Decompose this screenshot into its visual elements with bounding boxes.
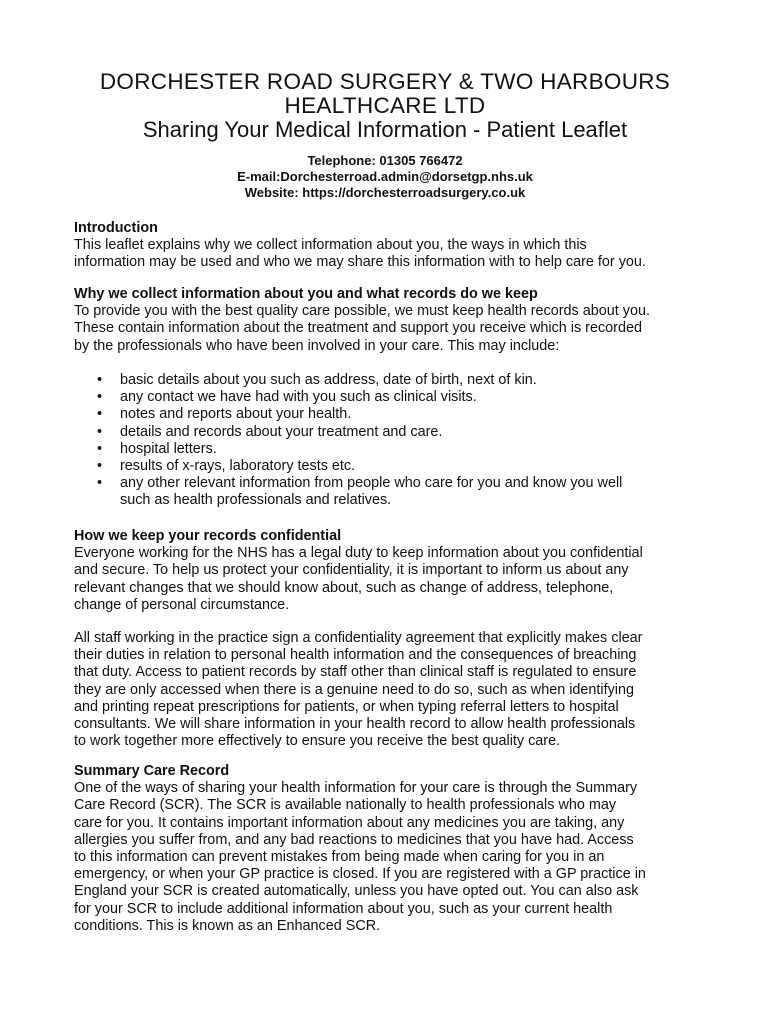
section-heading: Summary Care Record — [74, 763, 230, 779]
paragraph-line: emergency, or when your GP practice is closed. If you are registered with a GP practice in — [74, 866, 646, 883]
paragraph-line: and secure. To help us protect your confidentiality, it is important to inform us about any — [74, 562, 629, 579]
list-item: • hospital letters. — [97, 440, 217, 457]
bullet-icon: • — [97, 440, 103, 457]
paragraph-line: by the professionals who have been involved in your care. This may include: — [74, 337, 560, 354]
list-item: • results of x-rays, laboratory tests etc. — [97, 458, 356, 475]
confidentiality-agreement-paragraph — [74, 630, 714, 750]
bullet-icon: • — [97, 475, 103, 492]
email-line: E-mail:Dorchesterroad.admin@dorsetgp.nhs.uk — [237, 169, 533, 184]
paragraph-line: they are only accessed when there is a genuine need to do so, such as when identifying — [74, 681, 634, 698]
paragraph-line: Everyone working for the NHS has a legal duty to keep information about you confidential — [74, 545, 643, 562]
bullet-icon: • — [97, 423, 103, 440]
paragraph-line: England your SCR is created automatically, unless you have opted out. You can also ask — [74, 883, 639, 900]
list-item: • any contact we have had with you such as clinical visits. — [97, 389, 477, 406]
document-title-line-2: HEALTHCARE LTD — [284, 93, 486, 118]
telephone-line: Telephone: 01305 766472 — [307, 153, 463, 168]
paragraph-line: consultants. We will share information in your health record to allow health professionals — [74, 716, 636, 733]
paragraph-line: and printing repeat prescriptions for patients, or when typing referral letters to hospital — [74, 698, 619, 715]
list-item: • details and records about your treatment and care. — [97, 423, 443, 440]
section-heading: How we keep your records confidential — [74, 528, 342, 544]
bullet-icon: • — [97, 406, 103, 423]
paragraph-line: care for you. It contains important information about any medicines you are taking, any — [74, 814, 625, 831]
section-heading: Introduction — [74, 220, 158, 236]
paragraph-line: to work together more effectively to ensure you receive the best quality care. — [74, 733, 561, 750]
records-bullet-list — [74, 372, 714, 510]
paragraph-line: To provide you with the best quality care possible, we must keep health records about you. — [74, 303, 650, 320]
paragraph-line: that duty. Access to patient records by staff other than clinical staff is regulated to ensure — [74, 664, 637, 681]
bullet-icon: • — [97, 458, 103, 475]
paragraph-line: All staff working in the practice sign a confidentiality agreement that explicitly makes clear — [74, 630, 643, 646]
paragraph-line: change of personal circumstance. — [74, 596, 290, 613]
list-item: • notes and reports about your health. — [97, 406, 352, 423]
paragraph-line: These contain information about the treatment and support you receive which is recorded — [74, 320, 642, 337]
website-line: Website: https://dorchesterroadsurgery.co.uk — [244, 185, 526, 200]
paragraph-line: allergies you suffer from, and any bad reactions to medicines that you have had. Access — [74, 831, 634, 848]
section-introduction — [74, 220, 714, 272]
paragraph-line: This leaflet explains why we collect information about you, the ways in which this — [74, 237, 587, 254]
bullet-icon: • — [97, 389, 103, 406]
section-confidential — [74, 528, 714, 614]
document-title-line-1: DORCHESTER ROAD SURGERY & TWO HARBOURS — [99, 69, 671, 94]
section-summary-care-record — [74, 763, 714, 935]
paragraph-line: relevant changes that we should know about, such as change of address, telephone, — [74, 579, 614, 596]
paragraph-line: information may be used and who we may share this information with to help care for you. — [74, 254, 646, 271]
document-subtitle: Sharing Your Medical Information - Patient Leaflet — [142, 117, 628, 142]
paragraph-line: Care Record (SCR). The SCR is available nationally to health professionals who may — [74, 797, 617, 814]
paragraph-line: their duties in relation to personal health information and the consequences of breaching — [74, 647, 637, 664]
section-why-collect — [74, 286, 714, 355]
list-item: • basic details about you such as address, date of birth, next of kin. — [97, 372, 537, 388]
section-heading: Why we collect information about you and what records do we keep — [74, 286, 538, 302]
bullet-icon: • — [97, 372, 103, 388]
paragraph-line: conditions. This is known as an Enhanced SCR. — [74, 917, 381, 934]
paragraph-line: for your SCR to include additional information about you, such as your current health — [74, 900, 613, 917]
list-item: • any other relevant information from people who care for you and know you well such as health professionals and relatives. — [97, 475, 623, 509]
paragraph-line: to this information can prevent mistakes from being made when caring for you in an — [74, 849, 605, 866]
paragraph-line: One of the ways of sharing your health information for your care is through the Summary — [74, 780, 638, 797]
